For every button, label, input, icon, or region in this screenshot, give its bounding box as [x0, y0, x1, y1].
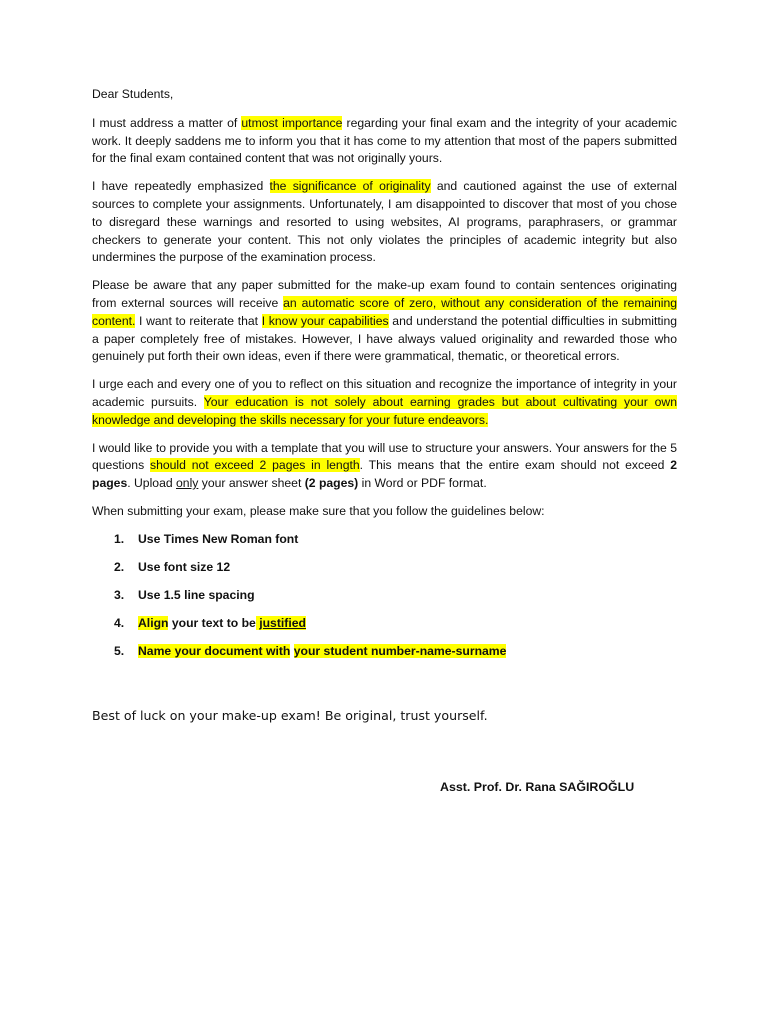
highlight-score-zero: an automatic score of zero, without any consideration of the remaining content. — [92, 295, 677, 328]
guideline-number: 3. — [114, 587, 125, 602]
bold-two-pages-paren: (2 pages) — [304, 476, 359, 491]
guideline-item — [92, 587, 677, 605]
text-span: I must address a matter of — [92, 115, 242, 130]
highlight-utmost-importance: utmost importance — [241, 115, 343, 130]
greeting: Dear Students, — [92, 87, 174, 101]
guideline-text: Use 1.5 line spacing — [138, 587, 255, 602]
underline-only: only — [176, 476, 199, 491]
paragraph-originality — [92, 178, 677, 267]
highlight-align: Align — [138, 615, 169, 630]
closing-line: Best of luck on your make-up exam! Be original, trust yourself. — [92, 708, 488, 723]
highlight-education: Your education is not solely about earning grades but about cultivating your own knowledge and developing the skills necessary for your future endeavors. — [92, 394, 678, 427]
paragraph-guidelines-intro: When submitting your exam, please make sure that you follow the guidelines below: — [92, 503, 545, 518]
guideline-number: 1. — [114, 531, 125, 546]
text-span: . Upload — [127, 476, 177, 491]
text-span: I urge each and every one of you to reflect on this situation and recognize the importance of integrity in your academic pursuits. — [92, 377, 677, 409]
guideline-number: 2. — [114, 559, 125, 574]
guideline-item — [92, 615, 677, 633]
paragraph-makeup-exam — [92, 277, 677, 366]
guideline-number: 4. — [114, 615, 125, 630]
guideline-item — [92, 643, 677, 661]
highlight-justified: justified — [259, 615, 306, 630]
text-span: and cautioned against the use of external sources to complete your assignments. Unfortunately, I am disappointed to discover that most of you chose to disregard these warnings and resorted to using websites, AI programs, paraphrasers, or grammar checkers to generate your content. This not only violates the principles of academic integrity but also undermines the purpose of the examination process. — [92, 179, 677, 265]
guideline-item — [92, 559, 677, 577]
text-span: in Word or PDF format. — [358, 476, 487, 491]
paragraph-reflect — [92, 376, 677, 429]
highlight-student-number: your student number-name-surname — [293, 643, 507, 658]
guideline-text: Use font size 12 — [138, 559, 231, 574]
letter-body — [92, 86, 677, 671]
text-span: Please be aware that any paper submitted for the make-up exam found to contain sentences originating from external sources will receive — [92, 278, 677, 310]
guideline-item — [92, 531, 677, 549]
guidelines-list — [92, 531, 677, 661]
highlight-page-limit: should not exceed 2 pages in length — [149, 458, 360, 473]
text-span: regarding your final exam and the integrity of your academic work. It deeply saddens me to inform you that it has come to my attention that most of the papers submitted for the final exam contained content that was not originally yours. — [92, 115, 678, 166]
text-span: I have repeatedly emphasized — [92, 179, 270, 194]
text-span: I want to reiterate that — [135, 313, 262, 328]
guideline-text: Use Times New Roman font — [138, 531, 299, 546]
highlight-name-document: Name your document with — [138, 643, 291, 658]
text-span: . This means that the entire exam should not exceed — [359, 458, 671, 473]
guideline-text: your text to be — [168, 615, 256, 630]
highlight-capabilities: I know your capabilities — [261, 313, 389, 328]
text-span: I would like to provide you with a template that you will use to structure your answers. Your answers for the 5 questions — [92, 440, 677, 473]
paragraph-template — [92, 440, 677, 493]
signature: Asst. Prof. Dr. Rana SAĞIROĞLU — [440, 780, 635, 794]
text-span: and understand the potential difficulties in submitting a paper completely free of mistakes. However, I have always valued originality and rewarded those who genuinely put forth their own ideas, even if there were grammatical, thematic, or theoretical errors. — [92, 313, 677, 364]
paragraph-integrity — [92, 115, 677, 168]
guideline-number: 5. — [114, 643, 125, 658]
bold-two-pages: 2 pages — [92, 458, 677, 491]
text-span: your answer sheet — [198, 476, 305, 491]
highlight-originality: the significance of originality — [269, 179, 431, 194]
